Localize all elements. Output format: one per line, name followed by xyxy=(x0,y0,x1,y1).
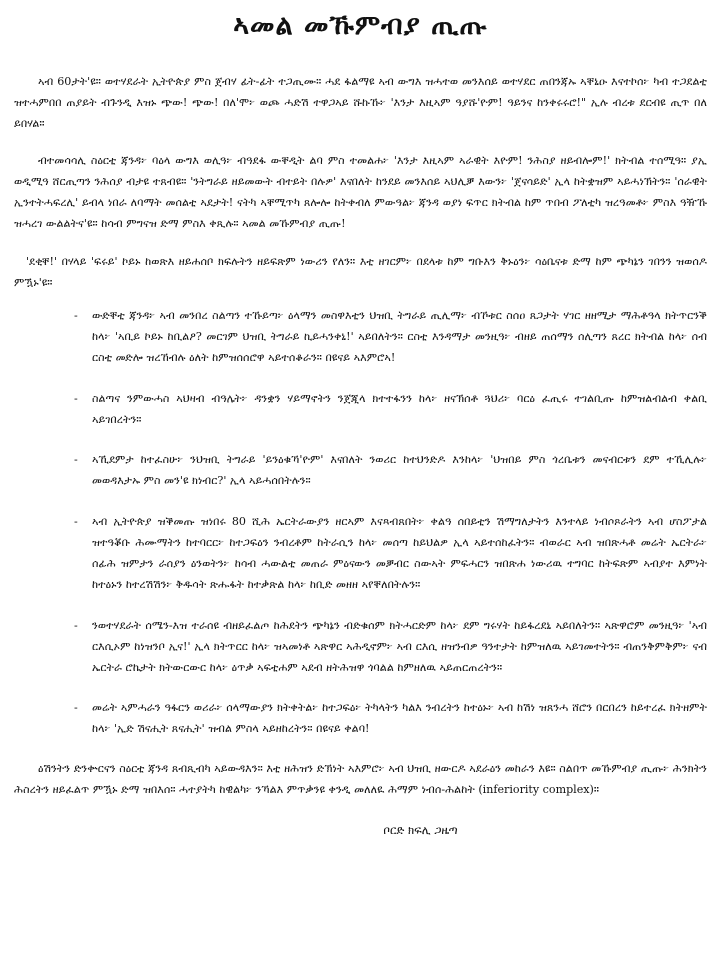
paragraph-similarly: ብተመሳሳሊ ስዕርቲ ጃንዳ፦ ባዕላ ውግእ ወሊዓ፦ ብዓደፋ ውቐዲት ልባ ምስ ተመልሐ፦ 'እንታ እዚኣም ኣራዊት እዮም! ንሕስያ ዘይብሎም!' ክትብል ተሰሚዓ። ያኢ ወዲሚዓ ሸርጢጣን ንሕሰያ ብታዩ ተጸብዩ። 'ንትግራይ ዘይመውት ብተይት በሉዎ' እናበለት ከንደይ መንእሰይ ኣህሊቓ እውን፦ 'ጀናሳይድ' ኢላ ከትቋዝም ኣይሓነኽትን። 'ሰራዊት ኢንተትሓፍረሊ' ይብላ ነበራ ለባማት መሰልቲ ኣደታት! ናትካ ኣቐሚጥካ ጸሎሎ ከትቀብለ ምውዓል፦ ጃንዳ ወያነ ፍጥር ክትብል ከም ጥበብ ፖለቲካ ዝረዓመቶ፦ ምስእ ዓዥኹ ዝሓረገ ውልልትና'ዩ። ከሳብ ምግናዝ ድማ ምስእ ቀጺሉ። ኣመል መኹምብያ ጢጡ! xyxy=(14,154,707,230)
bullet-item: - ኣኺደምታ ከተፈስሁ፦ ንህዝቢ ትግራይ 'ይንዕቁኻ'ዮም' እናበለት ንወሪር ከተህንድዶ እንከላ፦ 'ህዝበይ ምስ ጎረቤቱን መናብርቱን ደም ተኺሊሉ፦ መወዳእታኡ ምስ መን'ዩ ክነብር?' ኢላ ኣይሓሰበትሉን። xyxy=(92,449,707,491)
paragraph-dekikhe: 'ደቂቐ!' በሃላይ 'ፍሩይ' ኮይኑ ከወጽእ ዘይሐሰቦ ክፍሉትን ዘይፍጽም ነውሪን የለን። እቲ ዘገርም፦ በደላቱ ከም ግቡእን ቅኑዕን፦ ሳዕቤናቱ ድማ ከም ጭካኔን ገበንን ዝወሰዶ ምዃኑ'ዩ። xyxy=(14,255,707,289)
paragraph-conclusion: ዕሽንትን ድንቍርናን ስዕርቲ ጃንዳ ጸብጺብካ ኣይውዳእን። እቲ ዘሕዝን ድኽነት ኣእምሮ፦ ኣብ ህዝቢ ዘውርዶ ኣደራዕን መከራን እዩ። ስልበጥ መኹምብያ ጢጡ፦ ሕንክትን ሕስረትን ዘይፈልጥ ምዃኑ ድማ ዝበእሰ። ሓተያትካ ከዊልካ፦ ንኻልእ ምጥቃንዩ ቀንዲ መለለዪ ሕማም ነብሰ-ሕልከት (inferiority complex)። xyxy=(14,762,707,796)
bullet-item: - ስልጣና ንምውሓስ ኣህዛብ ብዓሌት፦ ዳንቋን ሃይማኖትን ንጀጂላ ክተተፋንን ከላ፦ ዘናኽሰቶ ጓህሪ፦ ባርዕ ፈጢሩ ተገልቢጡ ከምዝልብልብ ቀልቢ ኣይገበረትን። xyxy=(92,388,707,430)
signature: ቦርድ ክፍሊ ጋዜጣ xyxy=(383,823,458,837)
bullet-item: - ውድቐቲ ጃንዳ፦ ኣብ መንበረ ስልጣን ተኹይጣ፦ ዕላማን መስዋእቲን ህዝቢ ትግራይ ጢሊማ፦ ብኾቱር ስሰዐ ጸጋታት ሃገር ዘዘሚታ ማሕቶዓላ ክትጥርንቕ ከላ፦ 'ኣቢይ ኮይኑ ከቢልዖ? መርገም ህዝቢ ትግራይ ኪይሓንቀኒ!' ኣይበለትን። ርስቲ እንዳማታ መንዚዓ፦ ብዘይ ጠሰማን ሰሊጣን ጸረር ክትብል ከላ፦ ሰብ ርስቲ መድሎ ዝረኸብሉ ዕለት ከምዝሰሰሮዋ ኣይተሰቆራን። በዩናይ ኣእምሮኣ! xyxy=(92,305,707,368)
bullet-item: - መሬት ኣምሓራን ዓፋርን ወሪራ፦ ሰላማውያን ክትቀትል፦ ከተጋፍዕ፦ ትካላትን ካልእ ንብረትን ከተዕኑ፦ ኣብ ከሽነ ዝጸንሓ ሸሮን በርበረን ከይተረፈ ክትዘምት ከላ፦ 'ኢድ ሽናሒት ጸናሒት' ዝብል ምስላ ኣይዘከረትን። በዩናይ ቀልባ! xyxy=(92,697,707,739)
bullet-list xyxy=(14,305,707,739)
bullet-item: - ንወተሃደራት ሰሜን-እዝ ተራሰዩ ብዘይፈልጦ ከሕደትን ጭካኔን ብድቁሰም ክትሓርድም ከላ፦ ደም ግሩሃት ከይፋረደኒ ኣይበለትን። ኣጽዋሮም መንዚዓ፦ 'ኣብ ርእሲኦም ከነዝንቦ ኢና!' ኢላ ክትጥርር ከላ፦ ዝኣመነቶ ኣጽዋር ኣሕዲኖም፦ ኣብ ርእሲ ዘዝንብዎ ዓንተታት ከምዝለዉ ኣይገመተትን። ብጠንቅምቅም፦ ናብ ኤርትራ ሮኬታት ክትውርውር ከላ፦ ዕጥቃ ኣፍቲሐም ኣደብ ዘትሕዝዋ ጎባልል ከምዘለዉ ኣይጠርጠረትን። xyxy=(92,615,707,678)
paragraph-intro: ኣብ 60ታት'ዩ። ወተሃደራት ኢትዮጵያ ምስ ጀብሃ ፊት-ፊት ተጋጢሙ። ሓደ ፋልማዩ ኣብ ውግእ ዝሓተወ መንእሰይ ወተሃደር ጠበንጃኡ ኣቐኒዑ እናተኮሰ፦ ካብ ተጋደልቲ ዝተሓምበበ ጠያይት ብጉንዲ እዝኑ ጭው! ጭው! በለ'ሞ፦ ወጮ ሓድሽ ተዋጋኣይ ሹኩኹ፦ 'እንታ እዚኣም ዓያሹ'ዮም! ዓይንና ከንቀሩሩሮ!" ኢሉ ብረቱ ደርብዩ ጢጥ በለ ይበሃል። xyxy=(14,75,707,130)
document-title: ኣመል መኹምብያ ጢጡ xyxy=(233,10,488,41)
bullet-item: - ኣብ ኢትዮጵያ ዝቕመጡ ዝነበሩ 80 ሺሕ ኤርትራውያን ዘርኣም እናጻብጸበት፦ ቀልዓ ሰበይቲን ሽማግለታትን እንተላይ ነብሶጾራትን ኣብ ሆስፖታል ዝተዓቖቡ ሕሙማትን ከተባርር፦ ከተጋፍዕን ንብረቶም ከትራሲን ከላ፦ መሰጣ ከይህልዎ ኢላ ኣይተሰከፈትን። ብወራር ኣብ ዝበጽሓቶ መሬት ኤርትራ፦ ሰፊሕ ዝምታን ራሰያን ዕንወትን፦ ከሳብ ሓውልቲ መጠራ ምዕናውን መቓብር ስውኣት ምፍሓርን ዝበጽሐ ነውሪዉ ተግባር ከትፍጽም ኣብያተ እምነት ከተዕኑን ከተረሽሽን፦ ቅዱሳት ጽሑፋት ከተቃጽል ከላ፦ ከቢድ መዘዘ ኣየቐለበትሉን። xyxy=(92,511,707,595)
